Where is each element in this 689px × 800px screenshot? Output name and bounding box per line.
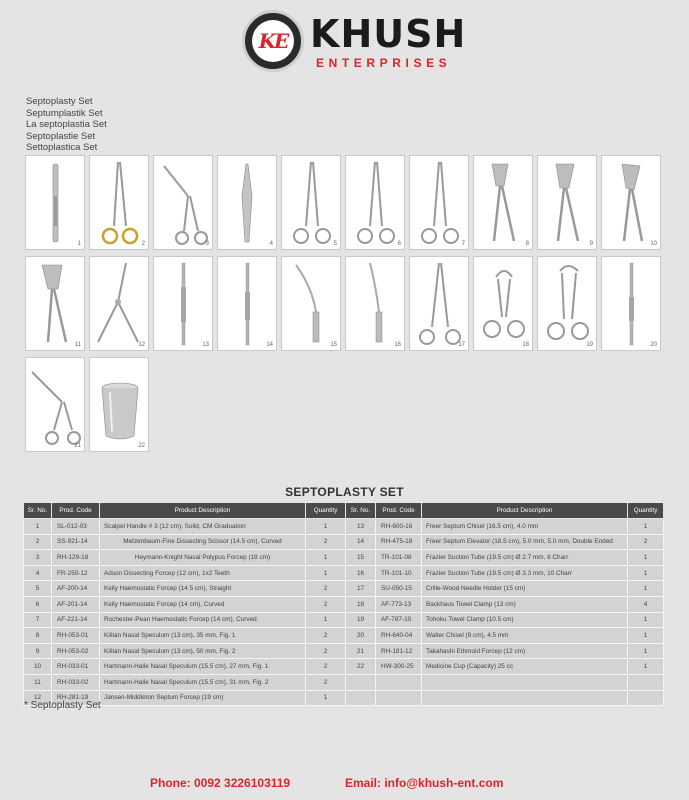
cell-sr: [346, 690, 376, 706]
cell-code: AF-787-10: [376, 612, 422, 628]
table-row: [24, 690, 664, 706]
septum-forcep-image: [90, 257, 150, 352]
cell-code: TR-101-08: [376, 550, 422, 566]
instrument-tile: [89, 357, 149, 452]
cell-qty: 1: [306, 565, 346, 581]
cell-sr: 8: [24, 628, 52, 644]
tile-number: 4: [269, 241, 273, 247]
tile-number: 9: [589, 241, 593, 247]
instrument-tile: [281, 155, 341, 250]
col-header: Sr. No.: [346, 503, 376, 519]
col-header: Product Description: [422, 503, 628, 519]
cell-sr: 16: [346, 565, 376, 581]
cell-sr: 9: [24, 643, 52, 659]
polypus-forcep-image: [154, 156, 214, 251]
cell-desc: Kelly Haemostatic Forcep (14 cm), Curved: [100, 596, 306, 612]
table-row: [24, 581, 664, 597]
cell-desc: Medicine Cup (Capacity) 25 cc: [422, 659, 628, 675]
cell-qty: 2: [628, 534, 664, 550]
instrument-tile: [537, 256, 597, 351]
set-name: Settoplastica Set: [26, 142, 98, 154]
cell-qty: [628, 674, 664, 690]
cell-qty: 1: [306, 690, 346, 706]
ethmoid-forcep-image: [26, 358, 86, 453]
cell-code: RH-033-02: [52, 674, 100, 690]
cell-sr: [346, 674, 376, 690]
tile-number: 8: [525, 241, 529, 247]
tile-number: 15: [330, 342, 337, 348]
tile-number: 14: [266, 342, 273, 348]
cell-code: SL-012-03: [52, 519, 100, 535]
cell-sr: 22: [346, 659, 376, 675]
set-name: Septoplasty Set: [26, 96, 93, 107]
instrument-tile: [537, 155, 597, 250]
nasal-speculum-image: [474, 156, 534, 251]
cell-desc: Adson Dissecting Forcep (12 cm), 1x2 Teeth: [100, 565, 306, 581]
table-title: SEPTOPLASTY SET: [285, 485, 404, 499]
cell-desc: Crille-Wood Needle Holder (15 cm): [422, 581, 628, 597]
col-header: Prod. Code: [52, 503, 100, 519]
cell-sr: 17: [346, 581, 376, 597]
table-header-row: [24, 503, 664, 519]
instrument-tile: [473, 155, 533, 250]
cell-desc: Walter Chisel (9 cm), 4.5 mm: [422, 628, 628, 644]
cell-desc: Backhaus Towel Clamp (13 cm): [422, 596, 628, 612]
cell-sr: 4: [24, 565, 52, 581]
tile-number: 21: [74, 443, 81, 449]
cell-desc: Killian Nasal Speculum (13 cm), 50 mm, Fig. 2: [100, 643, 306, 659]
product-table: [23, 502, 664, 706]
cell-desc: Tohoku Towel Clamp (10.5 cm): [422, 612, 628, 628]
instrument-tile: [281, 256, 341, 351]
suction-tube-image: [282, 257, 342, 352]
col-header: Prod. Code: [376, 503, 422, 519]
haemostatic-forcep-image: [346, 156, 406, 251]
cell-desc: Kelly Haemostatic Forcep (14.5 cm), Straight: [100, 581, 306, 597]
cell-code: RH-129-18: [52, 550, 100, 566]
cell-qty: 2: [306, 659, 346, 675]
phone-number: Phone: 0092 3226103119: [150, 776, 291, 790]
instrument-tile: [601, 155, 661, 250]
haemostatic-forcep-image: [410, 156, 470, 251]
cell-qty: 1: [628, 628, 664, 644]
cell-sr: 6: [24, 596, 52, 612]
instrument-tile: [217, 256, 277, 351]
cell-desc: Frazier Suction Tube (19.5 cm) Ø 2.7 mm, 8 Charr: [422, 550, 628, 566]
tile-number: 22: [138, 443, 145, 449]
instrument-tile: [153, 256, 213, 351]
table-row: [24, 534, 664, 550]
cell-sr: 10: [24, 659, 52, 675]
cell-qty: 2: [306, 643, 346, 659]
walter-chisel-image: [602, 257, 662, 352]
cell-qty: 2: [306, 628, 346, 644]
tile-number: 17: [458, 342, 465, 348]
nasal-speculum-image: [602, 156, 662, 251]
cell-code: RH-475-18: [376, 534, 422, 550]
cell-code: [376, 674, 422, 690]
septum-elevator-image: [218, 257, 278, 352]
cell-desc: Hartmann-Halle Nasal Speculum (15.5 cm), 31 mm, Fig. 2: [100, 674, 306, 690]
instrument-grid: [25, 155, 665, 455]
cell-qty: 1: [628, 643, 664, 659]
cell-sr: 7: [24, 612, 52, 628]
col-header: Product Description: [100, 503, 306, 519]
cell-desc: [422, 690, 628, 706]
table-row: [24, 565, 664, 581]
tile-number: 10: [650, 241, 657, 247]
cell-desc: Takahashi Ethmoid Forcep (12 cm): [422, 643, 628, 659]
cell-desc: Hartmann-Halle Nasal Speculum (15.5 cm), 27 mm, Fig. 1: [100, 659, 306, 675]
cell-qty: 1: [628, 519, 664, 535]
cell-code: RH-053-02: [52, 643, 100, 659]
table-row: [24, 628, 664, 644]
cell-desc: Scalpel Handle # 3 (12 cm), Solid, CM Graduation: [100, 519, 306, 535]
cell-code: TR-101-10: [376, 565, 422, 581]
tile-number: 3: [205, 241, 209, 247]
cell-code: AF-221-14: [52, 612, 100, 628]
instrument-tile: [345, 256, 405, 351]
table-row: [24, 674, 664, 690]
cell-sr: 15: [346, 550, 376, 566]
cell-code: RH-281-19: [52, 690, 100, 706]
tile-number: 16: [394, 342, 401, 348]
instrument-tile: [25, 357, 85, 452]
tile-number: 6: [397, 241, 401, 247]
cell-desc: Freer Septum Chisel (16.5 cm), 4.0 mm: [422, 519, 628, 535]
table-row: [24, 519, 664, 535]
cell-sr: 20: [346, 628, 376, 644]
cell-qty: 1: [628, 612, 664, 628]
table-row: [24, 612, 664, 628]
tile-number: 12: [138, 342, 145, 348]
cell-code: RH-181-12: [376, 643, 422, 659]
cell-sr: 1: [24, 519, 52, 535]
cell-desc: Frazier Suction Tube (19.5 cm) Ø 3.3 mm, 10 Charr: [422, 565, 628, 581]
nasal-speculum-image: [538, 156, 598, 251]
tile-number: 19: [586, 342, 593, 348]
col-header: Quantity: [306, 503, 346, 519]
col-header: Sr. No.: [24, 503, 52, 519]
cell-qty: [628, 690, 664, 706]
tile-number: 18: [522, 342, 529, 348]
table-row: [24, 550, 664, 566]
instrument-tile: [89, 256, 149, 351]
instrument-tile: [153, 155, 213, 250]
cell-sr: 5: [24, 581, 52, 597]
email-address: Email: info@khush-ent.com: [345, 776, 504, 790]
cell-code: AF-200-14: [52, 581, 100, 597]
cell-code: SS-921-14: [52, 534, 100, 550]
cell-qty: 4: [628, 596, 664, 612]
cell-qty: 1: [628, 581, 664, 597]
logo-mark: KE: [258, 29, 288, 53]
needle-holder-image: [410, 257, 470, 352]
cell-code: HW-300-25: [376, 659, 422, 675]
cell-qty: 1: [306, 612, 346, 628]
instrument-tile: [409, 256, 469, 351]
footnote: * Septoplasty Set: [24, 700, 101, 711]
tile-number: 13: [202, 342, 209, 348]
cell-code: [376, 690, 422, 706]
cell-qty: 1: [628, 550, 664, 566]
towel-clamp-image: [538, 257, 598, 352]
set-name: La septoplastia Set: [26, 119, 107, 131]
instrument-tile: [473, 256, 533, 351]
set-name: Septumplastik Set: [26, 107, 103, 119]
instrument-tile: [217, 155, 277, 250]
scalpel-handle-image: [26, 156, 86, 251]
cell-qty: 2: [306, 674, 346, 690]
cell-sr: 14: [346, 534, 376, 550]
instrument-tile: [601, 256, 661, 351]
table-row: [24, 643, 664, 659]
tile-number: 5: [333, 241, 337, 247]
cell-code: FR-250-12: [52, 565, 100, 581]
brand-name: KHUSH: [310, 12, 467, 56]
tile-number: 7: [461, 241, 465, 247]
cell-qty: 1: [306, 519, 346, 535]
cell-sr: 19: [346, 612, 376, 628]
cell-sr: 3: [24, 550, 52, 566]
cell-code: AF-201-14: [52, 596, 100, 612]
instrument-tile: [409, 155, 469, 250]
cell-code: AF-773-13: [376, 596, 422, 612]
haemostatic-forcep-image: [282, 156, 342, 251]
cell-code: RH-640-04: [376, 628, 422, 644]
set-name: Septoplastie Set: [26, 130, 96, 142]
cell-sr: 11: [24, 674, 52, 690]
cell-code: SU-050-15: [376, 581, 422, 597]
cell-code: RH-053-01: [52, 628, 100, 644]
cell-qty: 2: [306, 581, 346, 597]
nasal-speculum-image: [26, 257, 86, 352]
instrument-tile: [25, 256, 85, 351]
cell-desc: [422, 674, 628, 690]
col-header: Quantity: [628, 503, 664, 519]
cell-qty: 2: [306, 534, 346, 550]
cell-qty: 1: [306, 550, 346, 566]
tile-number: 20: [650, 342, 657, 348]
cell-sr: 13: [346, 519, 376, 535]
set-names: [26, 96, 107, 154]
cell-code: RH-033-01: [52, 659, 100, 675]
cell-desc: Killian Nasal Speculum (13 cm), 35 mm, Fig. 1: [100, 628, 306, 644]
dissecting-forcep-image: [218, 156, 278, 251]
cell-sr: 2: [24, 534, 52, 550]
tile-number: 1: [77, 241, 81, 247]
tile-number: 2: [141, 241, 145, 247]
instrument-tile: [345, 155, 405, 250]
instrument-tile: [89, 155, 149, 250]
towel-clamp-image: [474, 257, 534, 352]
table-row: [24, 596, 664, 612]
table-row: [24, 659, 664, 675]
cell-sr: 18: [346, 596, 376, 612]
instrument-tile: [25, 155, 85, 250]
cell-desc: Metzenbaum-Fine Dissecting Scissor (14.5 cm), Curved: [100, 534, 306, 550]
tile-number: 11: [74, 342, 81, 348]
cell-code: RH-600-16: [376, 519, 422, 535]
logo-emblem: [242, 10, 304, 72]
cell-desc: Heymann-Knight Nasal Polypus Forcep (18 cm): [100, 550, 306, 566]
cell-desc: Rochester-Pean Haemostatic Forcep (14 cm), Curved: [100, 612, 306, 628]
cell-sr: 21: [346, 643, 376, 659]
cell-qty: 1: [628, 565, 664, 581]
scissor-image: [90, 156, 150, 251]
septum-chisel-image: [154, 257, 214, 352]
cell-qty: 1: [628, 659, 664, 675]
company-logo: [242, 10, 467, 74]
cell-desc: Freer Septum Elevator (18.5 cm), 5.0 mm, 5.0 mm, Double Ended: [422, 534, 628, 550]
cell-desc: Jansen-Middleton Septum Forcep (19 cm): [100, 690, 306, 706]
cell-sr: 12: [24, 690, 52, 706]
suction-tube-image: [346, 257, 406, 352]
brand-subtitle: ENTERPRISES: [316, 56, 452, 70]
medicine-cup-image: [90, 358, 150, 453]
cell-qty: 2: [306, 596, 346, 612]
